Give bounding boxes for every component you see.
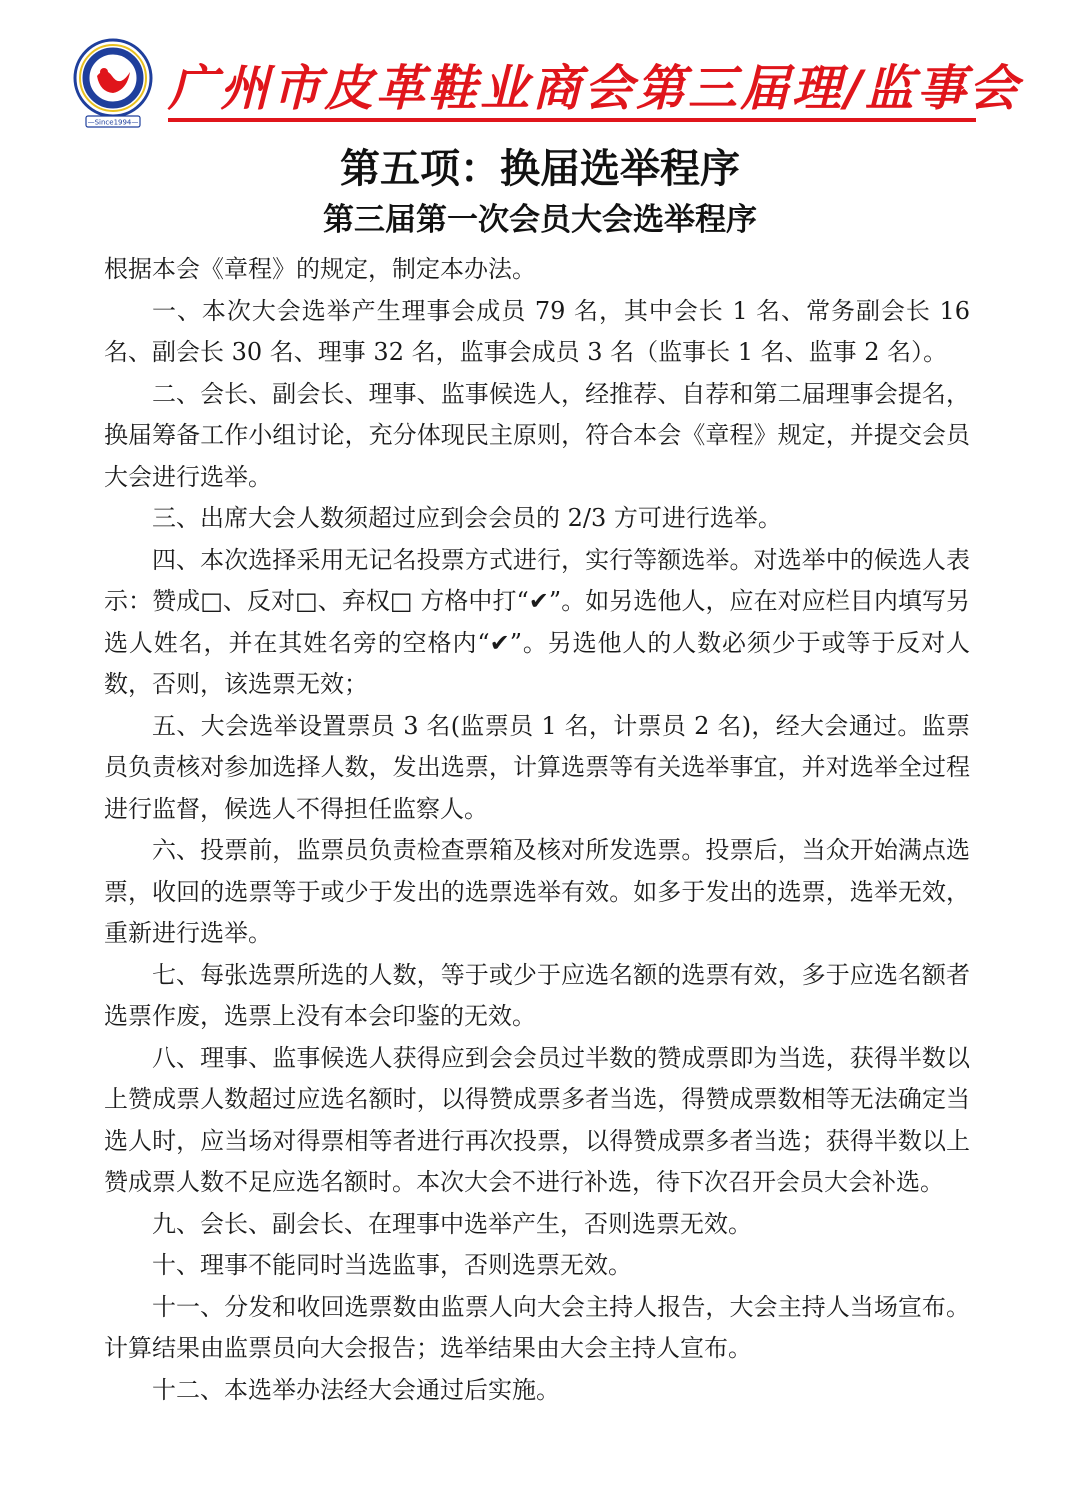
document-header (0, 0, 1080, 140)
paragraph-10: 十、理事不能同时当选监事，否则选票无效。 (152, 1251, 632, 1279)
logo-since-text: —Since1994— (87, 118, 139, 127)
association-emblem-icon (72, 38, 154, 130)
paragraph-12: 十二、本选举办法经大会通过后实施。 (152, 1375, 560, 1404)
paragraph-intro: 根据本会《章程》的规定，制定本办法。 (104, 255, 536, 283)
paragraph-5: 五、大会选举设置票员 3 名(监票员 1 名，计票员 2 名)，经大会通过。监票员负责核对参加选择人数，发出选票，计算选票等有关选举事宜，并对选举全过程进行监督，候选人不得担任监察人。 (104, 711, 970, 823)
paragraph-6: 六、投票前，监票员负责检查票箱及核对所发选票。投票后，当众开始满点选票，收回的选票等于或少于发出的选票选举有效。如多于发出的选票，选举无效，重新进行选举。 (104, 836, 970, 947)
header-divider (168, 118, 976, 122)
paragraph-8: 八、理事、监事候选人获得应到会会员过半数的赞成票即为当选，获得半数以上赞成票人数超过应选名额时，以得赞成票多者当选，得赞成票数相等无法确定当选人时，应当场对得票相等者进行再次投票，以得赞成票多者当选；获得半数以上赞成票人数不足应选名额时。本次大会不进行补选，待下次召开会员大会补选。 (104, 1043, 970, 1196)
organization-title: 广州市皮革鞋业商会第三届理/监事会 (168, 59, 1021, 117)
paragraph-7: 七、每张选票所选的人数，等于或少于应选名额的选票有效，多于应选名额者选票作废，选票上没有本会印鉴的无效。 (104, 960, 970, 1030)
paragraph-3: 三、出席大会人数须超过应到会会员的 2/3 方可进行选举。 (152, 504, 782, 532)
document-body (104, 249, 970, 1411)
paragraph-11: 十一、分发和收回选票数由监票人向大会主持人报告，大会主持人当场宣布。计算结果由监票员向大会报告；选举结果由大会主持人宣布。 (104, 1292, 970, 1362)
page-title: 第五项：换届选举程序 (340, 145, 740, 192)
paragraph-1: 一、本次大会选举产生理事会成员 79 名，其中会长 1 名、常务副会长 16 名、副会长 30 名、理事 32 名，监事会成员 3 名（监事长 1 名、监事 2 名）。 (104, 296, 970, 366)
paragraph-9: 九、会长、副会长、在理事中选举产生，否则选票无效。 (152, 1209, 752, 1238)
paragraph-2: 二、会长、副会长、理事、监事候选人，经推荐、自荐和第二届理事会提名，换届筹备工作小组讨论，充分体现民主原则，符合本会《章程》规定，并提交会员大会进行选举。 (104, 379, 970, 491)
page-subtitle: 第三届第一次会员大会选举程序 (323, 202, 757, 238)
paragraph-4: 四、本次选择采用无记名投票方式进行，实行等额选举。对选举中的候选人表示：赞成□、反对□、弃权□ 方格中打“✔”。如另选他人，应在对应栏目内填写另选人姓名，并在其姓名旁的空格内“✔”。另选他人的人数必须少于或等于反对人数，否则，该选票无效； (104, 545, 970, 698)
